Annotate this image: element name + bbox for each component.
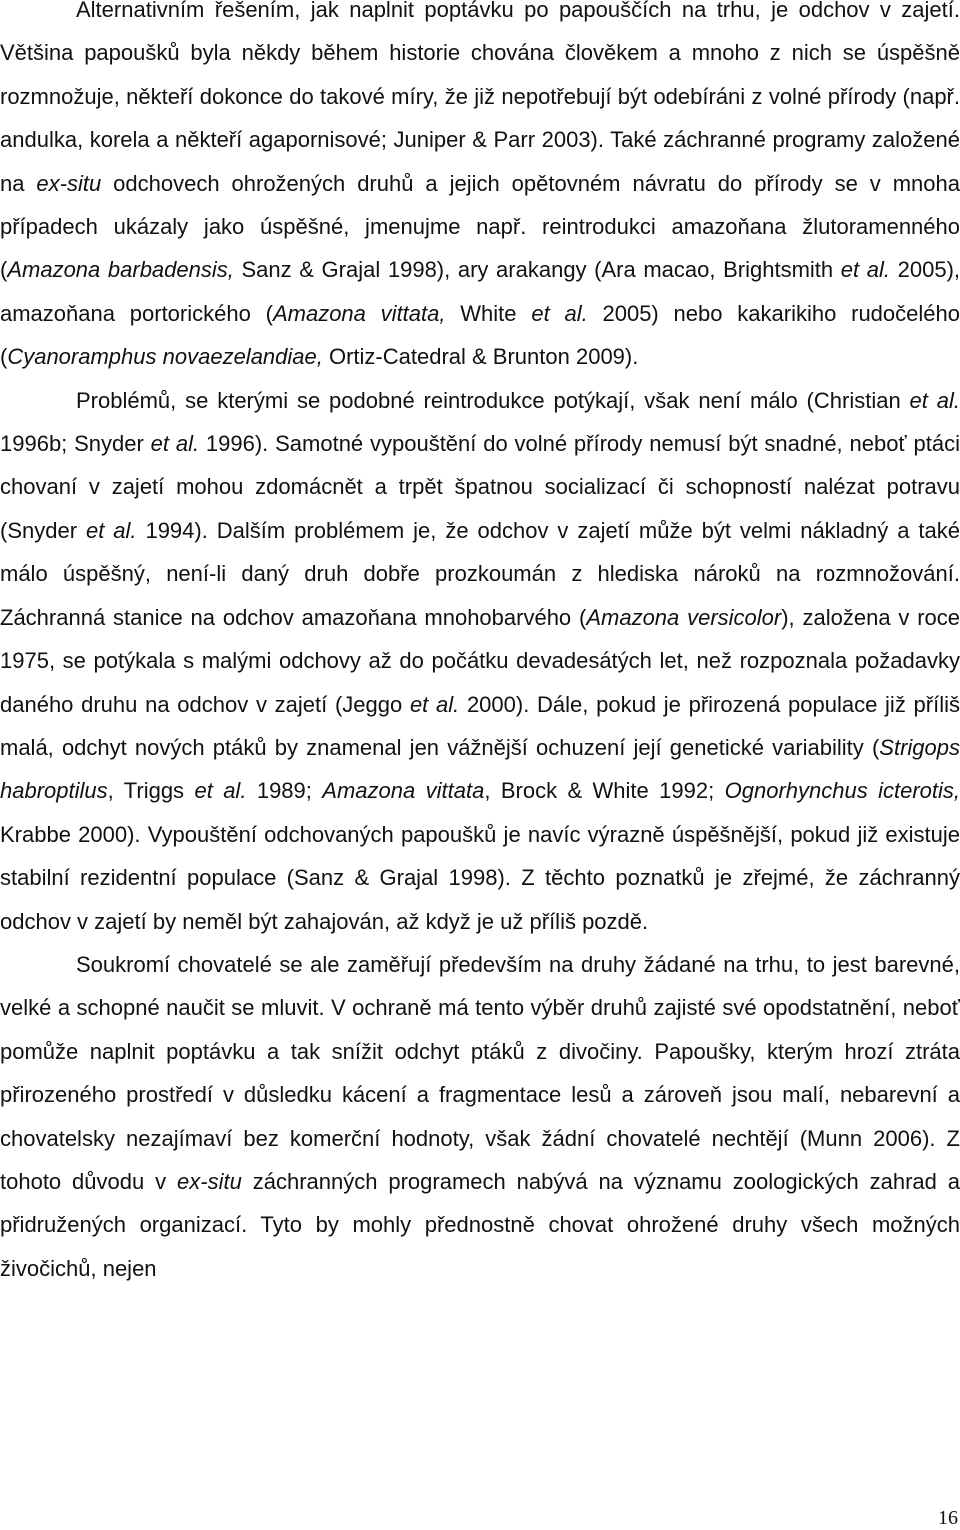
paragraph-text: 1989; (246, 778, 323, 804)
paragraph-text: záchranných programech nabývá na významu zoologických zahrad a přidružených organizací. Tyto by mohly přednostně chovat ohrožené druhy všech možných živočichů, nejen (0, 1168, 960, 1281)
paragraph-text: White (445, 300, 532, 326)
italic-text: et al. (85, 517, 137, 543)
paragraph-text: 2005), amazoňana portorického ( (0, 257, 960, 326)
paragraph-text: 1994). Dalším problémem je, že odchov v zajetí může být velmi nákladný a také málo úspěšný, není-li daný druh dobře prozkoumán z hlediska nároků na rozmnožování. Záchranná stanice na odchov amazoňana mnohobarvého ( (0, 517, 960, 630)
paragraph-text: , Triggs (107, 778, 195, 804)
paragraph-text: Soukromí chovatelé se ale zaměřují především na druhy žádané na trhu, to jest barevné, velké a schopné naučit se mluvit. V ochraně má tento výběr druhů zajisté své opodstatnění, neboť pomůže naplnit poptávku a tak snížit odchyt ptáků z divočiny. Papoušky, kterým hrozí ztráta přirozeného prostředí v důsledku kácení a fragmentace lesů a zároveň jsou malí, nebarevní a chovatelsky nezajímaví bez komerční hodnoty, však žádní chovatelé nechtějí (Munn 2006). Z tohoto důvodu v (0, 951, 960, 1194)
italic-text: Amazona barbadensis, (7, 257, 234, 283)
italic-text: Amazona versicolor (586, 604, 782, 630)
italic-text: ex-situ (36, 170, 102, 196)
paragraph (0, 0, 960, 379)
italic-text: et al. (531, 300, 588, 326)
paragraph (0, 943, 960, 1290)
italic-text: et al. (409, 691, 460, 717)
paragraph-text: Sanz & Grajal 1998), ary arakangy (Ara macao, Brightsmith (233, 257, 841, 283)
page-number: 16 (938, 1507, 958, 1529)
italic-text: et al. (840, 257, 890, 283)
italic-text: ex-situ (177, 1168, 242, 1194)
italic-text: et al. (194, 778, 247, 804)
paragraph-text: Ortiz-Catedral & Brunton 2009). (322, 344, 639, 370)
paragraph-text: , Brock & White 1992; (484, 778, 725, 804)
paragraph-text: 2000). Dále, pokud je přirozená populace již příliš malá, odchyt nových ptáků by znamenal jen vážnější ochuzení její genetické variability ( (0, 691, 960, 760)
italic-text: Strigops habroptilus (0, 734, 960, 804)
italic-text: Ognorhynchus icterotis, (724, 778, 960, 804)
paragraph-text: odchovech ohrožených druhů a jejich opětovném návratu do přírody se v mnoha případech ukázaly jako úspěšné, jmenujme např. reintrodukci amazoňana žlutoramenného ( (0, 170, 960, 283)
paragraph-text: 2005) nebo kakarikiho rudočelého ( (0, 300, 960, 370)
paragraph-text: Krabbe 2000). Vypouštění odchovaných papoušků je navíc výrazně úspěšnější, pokud již existuje stabilní rezidentní populace (Sanz & Grajal 1998). Z těchto poznatků je zřejmé, že záchranný odchov v zajetí by neměl být zahajován, až když je už příliš pozdě. (0, 821, 960, 934)
italic-text: et al. (909, 387, 960, 413)
italic-text: Cyanoramphus novaezelandiae, (7, 344, 323, 370)
paragraph-text: Problémů, se kterými se podobné reintrodukce potýkají, však není málo (Christian (76, 387, 910, 413)
paragraph-text: 1996b; Snyder (0, 431, 151, 457)
paragraph (0, 379, 960, 943)
paragraph-text: 1996). Samotné vypouštění do volné přírody nemusí být snadné, neboť ptáci chovaní v zajetí mohou zdomácnět a trpět špatnou socializací či schopností nalézat potravu (Snyder (0, 431, 960, 543)
paragraph-text: ), založena v roce 1975, se potýkala s malými odchovy až do počátku devadesátých let, než rozpoznala požadavky daného druhu na odchov v zajetí (Jeggo (0, 604, 960, 717)
italic-text: et al. (150, 431, 200, 457)
paragraph-text: Alternativním řešením, jak naplnit poptávku po papouščích na trhu, je odchov v zajetí. Většina papoušků byla někdy během historie chována člověkem a mnoho z nich se úspěšně rozmnožuje, někteří dokonce do takové míry, že již nepotřebují být odebíráni z volné přírody (např. andulka, korela a někteří agapornisové; Juniper & Parr 2003). Také záchranné programy založené na (0, 0, 960, 196)
italic-text: Amazona vittata (322, 778, 485, 804)
italic-text: Amazona vittata, (272, 300, 446, 326)
